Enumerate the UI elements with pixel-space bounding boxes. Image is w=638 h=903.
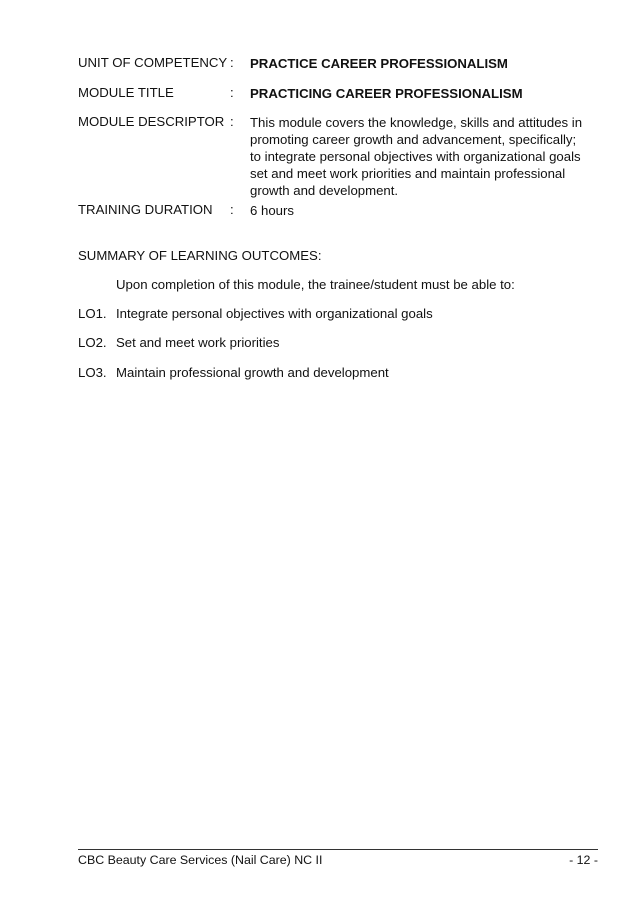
field-label: MODULE DESCRIPTOR bbox=[78, 114, 225, 129]
unit-of-competency-row bbox=[78, 55, 600, 72]
field-colon: : bbox=[230, 55, 234, 70]
outcome-number: LO2. bbox=[78, 335, 107, 350]
outcome-text: Integrate personal objectives with organizational goals bbox=[116, 306, 433, 321]
field-value: 6 hours bbox=[250, 203, 294, 218]
page-number: - 12 - bbox=[569, 853, 598, 867]
outcome-number: LO1. bbox=[78, 306, 107, 321]
footer-title: CBC Beauty Care Services (Nail Care) NC II bbox=[78, 853, 323, 867]
field-colon: : bbox=[230, 114, 234, 129]
field-colon: : bbox=[230, 202, 234, 217]
summary-intro: Upon completion of this module, the trainee/student must be able to: bbox=[116, 277, 515, 292]
training-duration-row bbox=[78, 202, 600, 219]
footer-divider bbox=[78, 849, 598, 850]
field-colon: : bbox=[230, 85, 234, 100]
field-label: UNIT OF COMPETENCY bbox=[78, 55, 228, 70]
outcome-text: Set and meet work priorities bbox=[116, 335, 280, 350]
field-label: MODULE TITLE bbox=[78, 85, 174, 100]
module-title-row bbox=[78, 85, 600, 102]
field-value: PRACTICING CAREER PROFESSIONALISM bbox=[250, 86, 523, 101]
module-descriptor-row bbox=[78, 114, 600, 199]
summary-heading: SUMMARY OF LEARNING OUTCOMES: bbox=[78, 248, 322, 263]
outcome-number: LO3. bbox=[78, 365, 107, 380]
outcome-text: Maintain professional growth and development bbox=[116, 365, 389, 380]
field-label: TRAINING DURATION bbox=[78, 202, 213, 217]
field-value: This module covers the knowledge, skills and attitudes in promoting career growth and advancement, specifically; to integrate personal objectives with organizational goals set and meet work priorities and maintain professional growth and development. bbox=[250, 115, 583, 198]
field-value: PRACTICE CAREER PROFESSIONALISM bbox=[250, 56, 508, 71]
